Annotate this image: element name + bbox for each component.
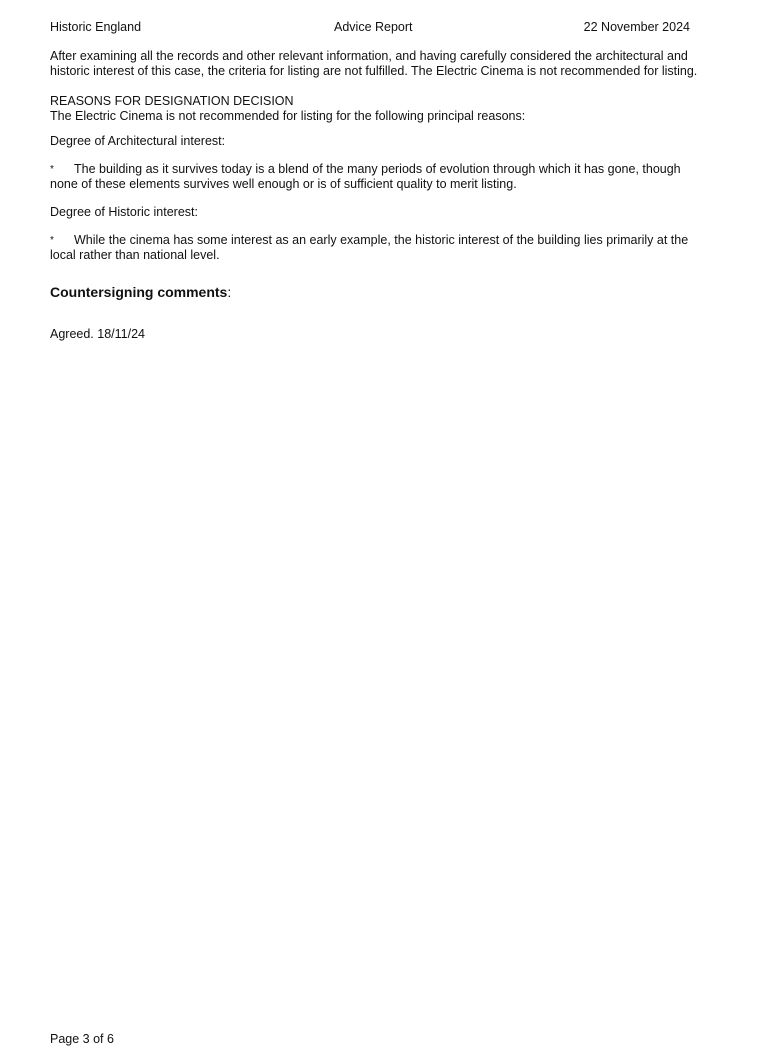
reasons-lead: The Electric Cinema is not recommended for listing for the following principal reasons: (50, 109, 526, 123)
countersigning-colon: : (227, 284, 232, 300)
header-report-type: Advice Report (334, 20, 413, 34)
bullet-marker: * (50, 235, 54, 246)
countersigning-text: Agreed. 18/11/24 (50, 327, 145, 341)
page-header (50, 20, 690, 36)
architectural-interest-point (50, 162, 700, 192)
historic-interest-heading: Degree of Historic interest: (50, 205, 198, 219)
bullet-marker: * (50, 164, 54, 175)
historic-interest-text: While the cinema has some interest as an early example, the historic interest of the building lies primarily at the local rather than national level. (50, 233, 689, 262)
header-organisation: Historic England (50, 20, 142, 34)
countersigning-heading (50, 285, 700, 300)
architectural-interest-text: The building as it survives today is a blend of the many periods of evolution through which it has gone, though none of these elements survives well enough or is of sufficient quality to merit listing. (50, 162, 681, 191)
report-body (50, 49, 700, 342)
reasons-title: REASONS FOR DESIGNATION DECISION (50, 94, 294, 108)
header-date: 22 November 2024 (583, 20, 690, 34)
historic-interest-point (50, 233, 700, 263)
countersigning-title: Countersigning comments (50, 284, 228, 300)
page-number: Page 3 of 6 (50, 1032, 114, 1046)
intro-paragraph: After examining all the records and other relevant information, and having carefully considered the architectural and historic interest of this case, the criteria for listing are not fulfilled. The Electric Cinema is not recommended for listing. (50, 49, 698, 78)
architectural-interest-heading: Degree of Architectural interest: (50, 134, 226, 148)
